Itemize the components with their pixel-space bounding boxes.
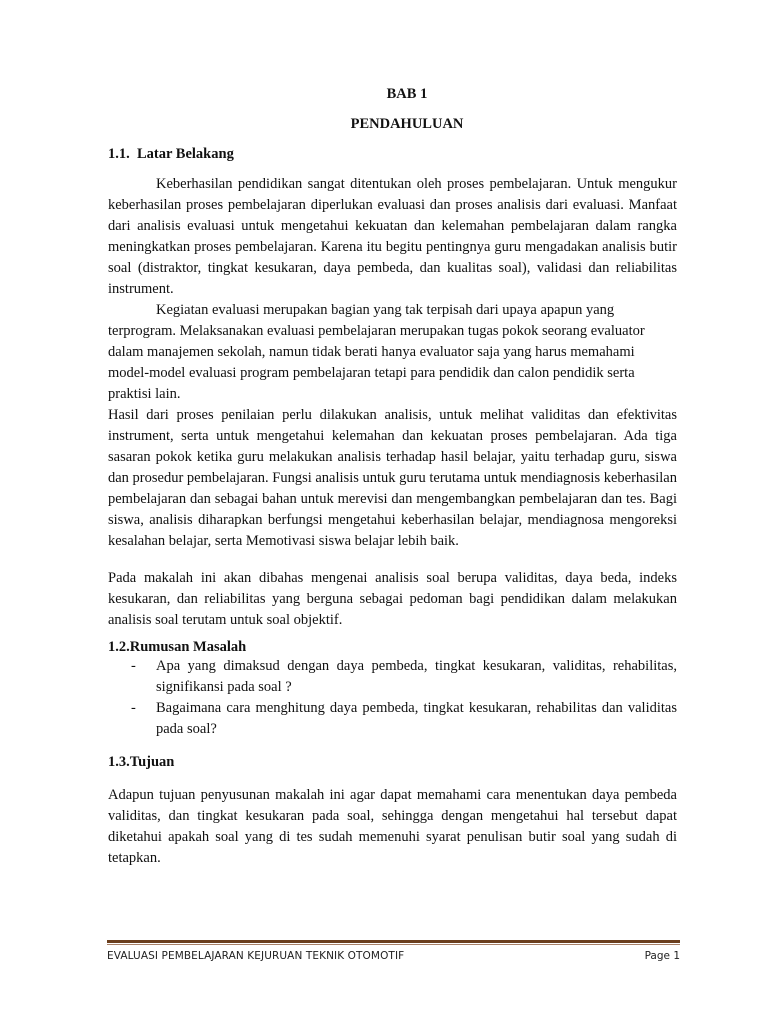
- paragraph-2: Kegiatan evaluasi merupakan bagian yang tak terpisah dari upaya apapun yang terprogram. Melaksanakan evaluasi pembelajaran merupakan tugas pokok seorang evaluator dalam manajemen sekolah, namun tidak berati hanya evaluator saja yang harus memahami model-model evaluasi program pembelajaran tetapi para pendidik dan calon pendidik serta praktisi lain.: [108, 302, 645, 402]
- list-item-text: Apa yang dimaksud dengan daya pembeda, tingkat kesukaran, validitas, rehabilitas, signifikansi pada soal ?: [156, 658, 677, 695]
- section-heading-latar-belakang: 1.1. Latar Belakang: [108, 146, 234, 162]
- chapter-title: PENDAHULUAN: [350, 116, 464, 132]
- section-heading-rumusan-masalah: 1.2.Rumusan Masalah: [108, 639, 247, 655]
- page-number: Page 1: [644, 950, 680, 962]
- paragraph-3: Hasil dari proses penilaian perlu dilakukan analisis, untuk melihat validitas dan efektivitas instrument, serta untuk mengetahui kelemahan dan kekuatan proses pembelajaran. Ada tiga sasaran pokok ketika guru melakukan analisis terhadap hasil belajar, yaitu terhadap guru, siswa dan prosedur pembelajaran. Fungsi analisis untuk guru terutama untuk mendiagnosis keberhasilan pembelajaran dan sebagai bahan untuk merevisi dan mengembangkan pembelajaran dan tes. Bagi siswa, analisis diharapkan berfungsi mengetahui keberhasilan belajar, mendiagnosa mengoreksi kesalahan belajar, serta Memotivasi siswa belajar lebih baik.: [108, 407, 677, 549]
- problem-list: [107, 656, 677, 740]
- document-page: [107, 0, 680, 1024]
- footer-rule: [107, 940, 680, 943]
- list-item: [107, 656, 677, 698]
- footer-title: EVALUASI PEMBELAJARAN KEJURUAN TEKNIK OTOMOTIF: [107, 950, 405, 962]
- paragraph-4: Pada makalah ini akan dibahas mengenai analisis soal berupa validitas, daya beda, indeks kesukaran, dan reliabilitas yang berguna sebagai pedoman bagi pendidikan dalam melakukan analisis soal terutam untuk soal objektif.: [108, 570, 677, 628]
- list-item: [107, 698, 677, 740]
- section-heading-tujuan: 1.3.Tujuan: [108, 754, 175, 770]
- dash-bullet: -: [131, 700, 136, 716]
- chapter-number: BAB 1: [386, 86, 428, 102]
- paragraph-tujuan: Adapun tujuan penyusunan makalah ini agar dapat memahami cara menentukan daya pembeda validitas, dan tingkat kesukaran pada soal, sehingga dengan mengetahui hal tersebut dapat diketahui apakah soal yang di tes sudah memenuhi syarat penulisan butir soal yang sudah di tetapkan.: [108, 787, 677, 866]
- paragraph-1: Keberhasilan pendidikan sangat ditentukan oleh proses pembelajaran. Untuk mengukur keberhasilan proses pembelajaran diperlukan evaluasi dan proses analisis dari evaluasi. Manfaat dari analisis evaluasi untuk mengetahui kekuatan dan kelemahan pembelajaran dalam rangka meningkatkan proses pembelajaran. Karena itu begitu pentingnya guru mengadakan analisis butir soal (distraktor, tingkat kesukaran, daya pembeda, dan kualitas soal), validasi dan reliabilitas instrument.: [108, 176, 677, 297]
- footer-rule-thin: [107, 944, 680, 945]
- dash-bullet: -: [131, 658, 136, 674]
- list-item-text: Bagaimana cara menghitung daya pembeda, tingkat kesukaran, rehabilitas dan validitas pada soal?: [156, 700, 677, 737]
